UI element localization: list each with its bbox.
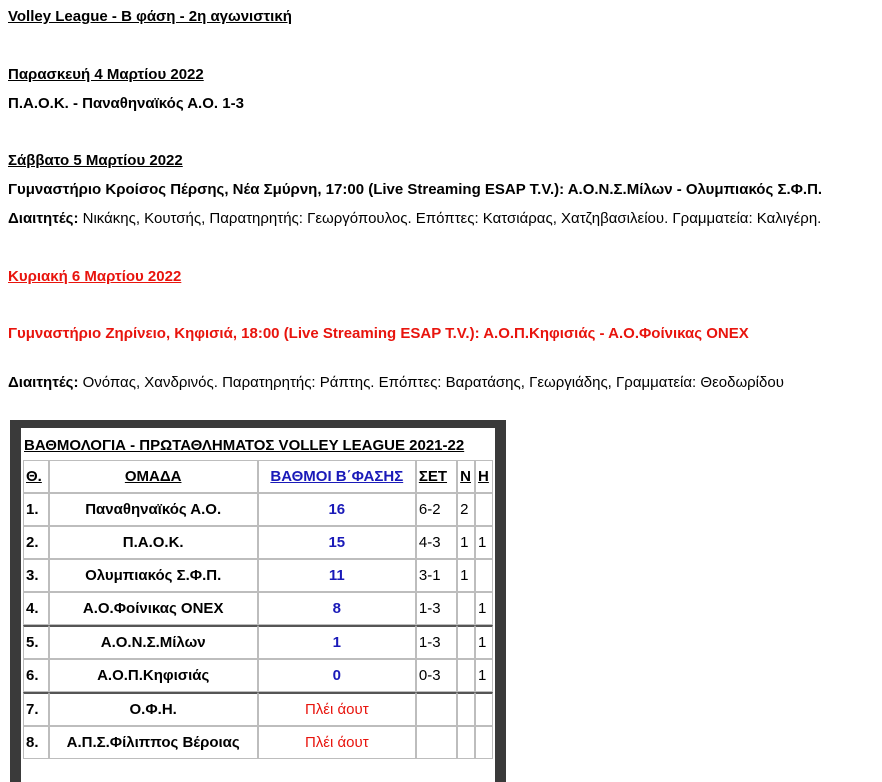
row-wins: 1 bbox=[457, 559, 475, 592]
row-losses: 1 bbox=[475, 526, 493, 559]
row-points: Πλέι άουτ bbox=[258, 726, 416, 759]
row-points: Πλέι άουτ bbox=[258, 692, 416, 726]
row-team: Α.Ο.Π.Κηφισιάς bbox=[49, 659, 258, 692]
sunday-match: Γυμναστήριο Ζηρίνειο, Κηφισιά, 18:00 (Live Streaming ESAP T.V.): Α.Ο.Π.Κηφισιάς - Α.Ο.Φοίνικας ΟΝΕΧ bbox=[8, 325, 749, 342]
row-team: Α.Ο.Ν.Σ.Μίλων bbox=[49, 625, 258, 659]
officials-label: Διαιτητές: bbox=[8, 374, 79, 391]
row-points: 15 bbox=[258, 526, 416, 559]
col-pos: Θ. bbox=[23, 460, 49, 493]
officials-text: Νικάκης, Κουτσής, Παρατηρητής: Γεωργόπουλος. Επόπτες: Κατσιάρας, Χατζηβασιλείου. Γραμματεία: Καλιγέρη. bbox=[78, 210, 822, 227]
row-sets: 0-3 bbox=[416, 659, 457, 692]
row-wins bbox=[457, 625, 475, 659]
row-team: Ο.Φ.Η. bbox=[49, 692, 258, 726]
row-points: 16 bbox=[258, 493, 416, 526]
row-pos: 1. bbox=[23, 493, 49, 526]
table-row bbox=[23, 692, 493, 726]
row-wins: 1 bbox=[457, 526, 475, 559]
row-team: Π.Α.Ο.Κ. bbox=[49, 526, 258, 559]
row-wins bbox=[457, 726, 475, 759]
row-pos: 3. bbox=[23, 559, 49, 592]
friday-date: Παρασκευή 4 Μαρτίου 2022 bbox=[8, 66, 204, 83]
col-losses: Η bbox=[475, 460, 493, 493]
col-sets: ΣΕΤ bbox=[416, 460, 457, 493]
row-team: Παναθηναϊκός Α.Ο. bbox=[49, 493, 258, 526]
row-losses bbox=[475, 726, 493, 759]
standings-table bbox=[23, 430, 493, 759]
row-wins bbox=[457, 659, 475, 692]
saturday-date: Σάββατο 5 Μαρτίου 2022 bbox=[8, 152, 183, 169]
table-row bbox=[23, 493, 493, 526]
row-sets: 6-2 bbox=[416, 493, 457, 526]
standings-title: ΒΑΘΜΟΛΟΓΙΑ - ΠΡΩΤΑΘΛΗΜΑΤΟΣ VOLLEY LEAGUE 2021-22 bbox=[24, 436, 465, 454]
row-losses bbox=[475, 692, 493, 726]
row-wins: 2 bbox=[457, 493, 475, 526]
row-sets: 1-3 bbox=[416, 625, 457, 659]
row-sets bbox=[416, 726, 457, 759]
row-team: Ολυμπιακός Σ.Φ.Π. bbox=[49, 559, 258, 592]
col-wins: Ν bbox=[457, 460, 475, 493]
row-losses bbox=[475, 559, 493, 592]
standings-frame bbox=[10, 420, 506, 782]
sunday-officials bbox=[8, 374, 784, 392]
row-pos: 4. bbox=[23, 592, 49, 625]
row-points: 1 bbox=[258, 625, 416, 659]
row-points: 8 bbox=[258, 592, 416, 625]
officials-text: Ονόπας, Χανδρινός. Παρατηρητής: Ράπτης. Επόπτες: Βαρατάσης, Γεωργιάδης, Γραμματεία: Θεοδωρίδου bbox=[78, 374, 784, 391]
row-sets: 4-3 bbox=[416, 526, 457, 559]
saturday-officials bbox=[8, 210, 821, 228]
officials-label: Διαιτητές: bbox=[8, 210, 79, 227]
standings-header-row bbox=[23, 460, 493, 493]
table-row bbox=[23, 592, 493, 625]
row-sets: 1-3 bbox=[416, 592, 457, 625]
row-pos: 2. bbox=[23, 526, 49, 559]
col-team: ΟΜΑΔΑ bbox=[49, 460, 258, 493]
row-points: 0 bbox=[258, 659, 416, 692]
table-row bbox=[23, 559, 493, 592]
friday-result: Π.Α.Ο.Κ. - Παναθηναϊκός Α.Ο. 1-3 bbox=[8, 95, 244, 112]
row-pos: 7. bbox=[23, 692, 49, 726]
row-losses: 1 bbox=[475, 592, 493, 625]
row-wins bbox=[457, 692, 475, 726]
table-row bbox=[23, 625, 493, 659]
table-row bbox=[23, 526, 493, 559]
row-team: Α.Π.Σ.Φίλιππος Βέροιας bbox=[49, 726, 258, 759]
row-points: 11 bbox=[258, 559, 416, 592]
sunday-date: Κυριακή 6 Μαρτίου 2022 bbox=[8, 268, 182, 285]
row-pos: 5. bbox=[23, 625, 49, 659]
row-sets: 3-1 bbox=[416, 559, 457, 592]
row-sets bbox=[416, 692, 457, 726]
table-row bbox=[23, 726, 493, 759]
row-losses: 1 bbox=[475, 625, 493, 659]
col-points: ΒΑΘΜΟΙ Β΄ΦΑΣΗΣ bbox=[258, 460, 416, 493]
standings-panel bbox=[21, 428, 495, 782]
row-losses bbox=[475, 493, 493, 526]
page-title: Volley League - Β φάση - 2η αγωνιστική bbox=[8, 8, 292, 25]
row-pos: 6. bbox=[23, 659, 49, 692]
row-team: Α.Ο.Φοίνικας ΟΝΕΧ bbox=[49, 592, 258, 625]
saturday-match: Γυμναστήριο Κροίσος Πέρσης, Νέα Σμύρνη, 17:00 (Live Streaming ESAP T.V.): Α.Ο.Ν.Σ.Μίλων - Ολυμπιακός Σ.Φ.Π. bbox=[8, 181, 823, 198]
row-pos: 8. bbox=[23, 726, 49, 759]
row-losses: 1 bbox=[475, 659, 493, 692]
table-row bbox=[23, 659, 493, 692]
row-wins bbox=[457, 592, 475, 625]
